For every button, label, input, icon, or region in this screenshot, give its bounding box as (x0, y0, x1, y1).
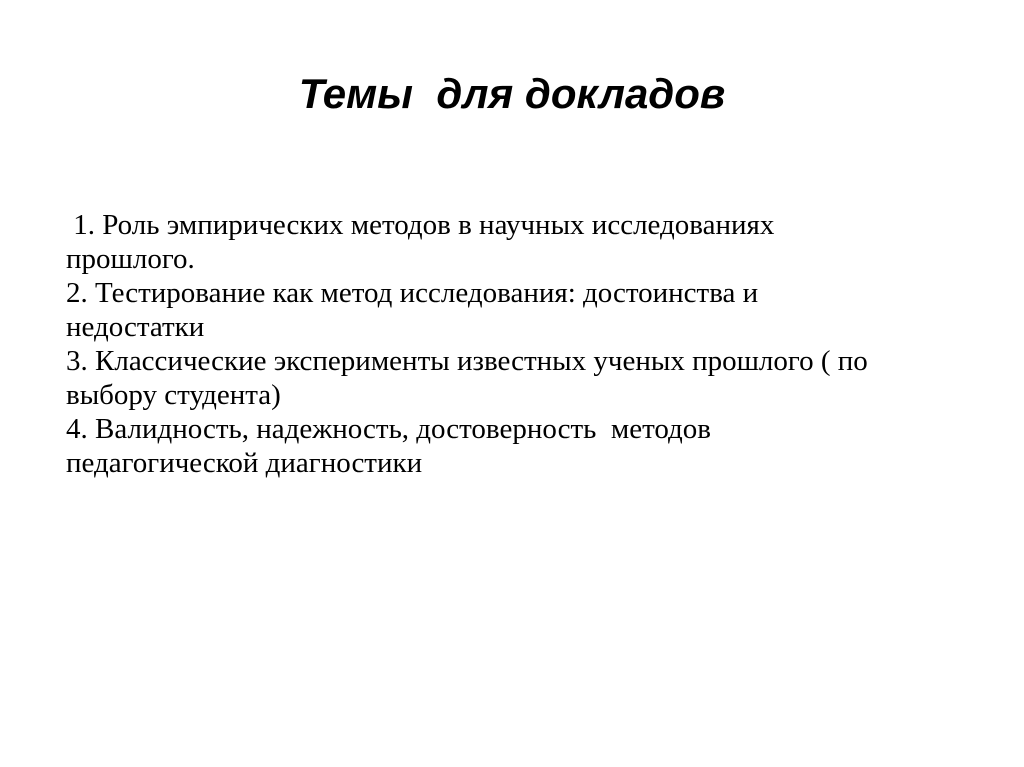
topic-3-line-2: выбору студента) (66, 379, 281, 411)
topics-list (66, 208, 868, 480)
topic-3-line-1: 3. Классические эксперименты известных ученых прошлого ( по (66, 345, 868, 377)
topic-2-line-2: недостатки (66, 311, 205, 343)
topic-1-line-1: 1. Роль эмпирических методов в научных исследованиях (66, 209, 775, 241)
topic-4-line-1: 4. Валидность, надежность, достоверность методов (66, 413, 711, 445)
slide-title: Темы для докладов (298, 70, 726, 117)
topic-1-line-2: прошлого. (66, 243, 195, 275)
topic-4-line-2: педагогической диагностики (66, 447, 423, 479)
topic-2-line-1: 2. Тестирование как метод исследования: достоинства и (66, 277, 759, 309)
